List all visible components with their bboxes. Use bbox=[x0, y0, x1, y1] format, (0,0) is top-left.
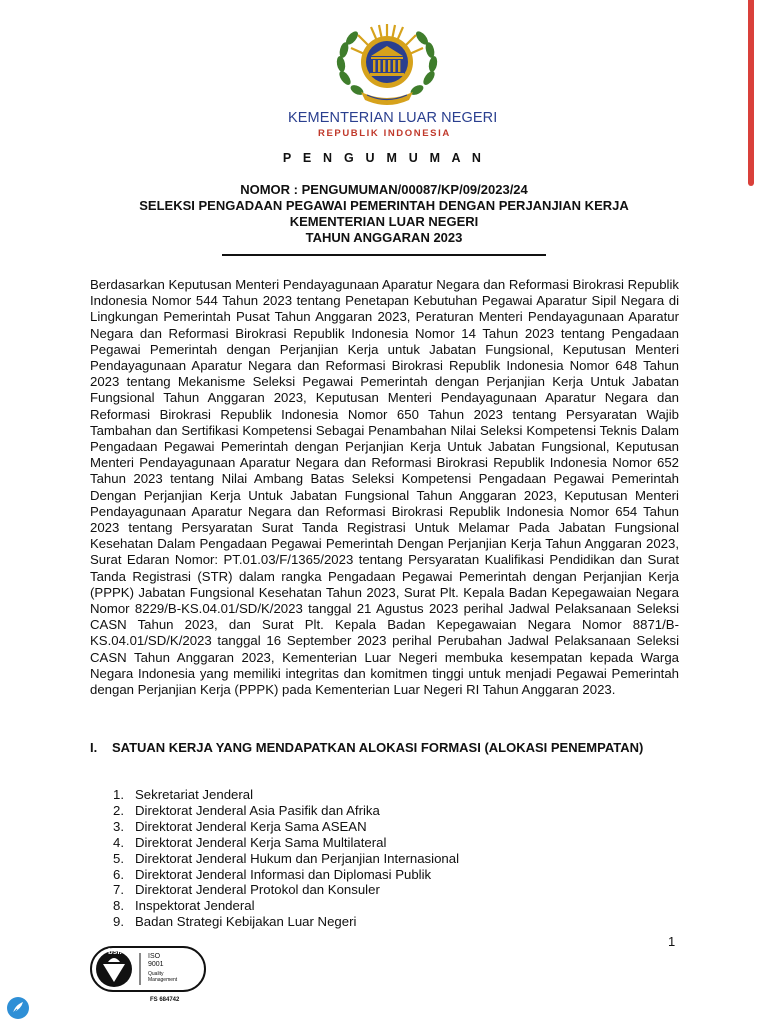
heading-line-3: TAHUN ANGGARAN 2023 bbox=[305, 230, 463, 245]
section-title: SATUAN KERJA YANG MENDAPATKAN ALOKASI FORMASI (ALOKASI PENEMPATAN) bbox=[112, 740, 644, 755]
list-item: 7. Direktorat Jenderal Protokol dan Konsuler bbox=[113, 882, 380, 898]
work-unit-list bbox=[113, 787, 613, 930]
heading-line-1: SELEKSI PENGADAAN PEGAWAI PEMERINTAH DENGAN PERJANJIAN KERJA bbox=[139, 198, 629, 213]
ministry-name: KEMENTERIAN LUAR NEGERI bbox=[288, 110, 498, 126]
intro-paragraph: Berdasarkan Keputusan Menteri Pendayagunaan Aparatur Negara dan Reformasi Birokrasi Republik Indonesia Nomor 544 Tahun 2023 tentang Penetapan Kebutuhan Pegawai Aparatur Sipil Negara di Lingkungan Pemerintah Pusat Tahun Anggaran 2023, Peraturan Menteri Pendayagunaan Aparatur Negara dan Reformasi Birokrasi Republik Indonesia Nomor 14 Tahun 2023 tentang Pengadaan Pegawai Pemerintah dengan Perjanjian Kerja untuk Jabatan Fungsional, Keputusan Menteri Pendayagunaan Aparatur Negara dan Reformasi Birokrasi Republik Indonesia Nomor 648 Tahun 2023 tentang Mekanisme Seleksi Pegawai Pemerintah dengan Perjanjian Kerja Untuk Jabatan Fungsional Tahun Anggaran 2023, Keputusan Menteri Pendayagunaan Aparatur Negara dan Reformasi Birokrasi Republik Indonesia Nomor 650 Tahun 2023 tentang Persyaratan Wajib Tambahan dan Sertifikasi Kompetensi Sebagai Penambahan Nilai Seleksi Kompetensi Teknis Dalam Pengadaan Pegawai Pemerintah dengan Perjanjian Kerja Untuk Jabatan Fungsional, Keputusan Menteri Pendayagunaan Aparatur Negara dan Reformasi Birokrasi Republik Indonesia Nomor 652 Tahun 2023 tentang Nilai Ambang Batas Seleksi Kompetensi Pengadaan Pegawai Pemerintah Dengan Perjanjian Kerja Untuk Jabatan Fungsional Tahun Anggaran 2023, Keputusan Menteri Pendayagunaan Aparatur Negara dan Reformasi Birokrasi Republik Indonesia Nomor 654 Tahun 2023 tentang Persyaratan Surat Tanda Registrasi Untuk Melamar Pada Jabatan Fungsional Kesehatan Dalam Pengadaan Pegawai Pemerintah Dengan Perjanjian Kerja Tahun Anggaran 2023, Surat Edaran Nomor: PT.01.03/F/1365/2023 tentang Persyaratan Kualifikasi Pendidikan dan Surat Tanda Registrasi (STR) dalam rangka Pengadaan Pegawai Pemerintah dengan Perjanjian Kerja (PPPK) Jabatan Fungsional Kesehatan Tahun 2023, Surat Plt. Kepala Badan Kepegawaian Negara Nomor 8229/B-KS.04.01/SD/K/2023 tanggal 21 Agustus 2023 perihal Jadwal Pelaksanaan Seleksi CASN Tahun 2023, dan Surat Plt. Kepala Badan Kepegawaian Negara Nomor 8871/B-KS.04.01/SD/K/2023 tanggal 16 September 2023 perihal Perubahan Jadwal Pelaksanaan Seleksi CASN Tahun Anggaran 2023, Kementerian Luar Negeri membuka kesempatan kepada Warga Negara Indonesia yang memiliki integritas dan komitmen tinggi untuk menjadi Pegawai Pemerintah dengan Perjanjian Kerja (PPPK) pada Kementerian Luar Negeri RI Tahun Anggaran 2023. bbox=[90, 277, 679, 698]
list-item: 3. Direktorat Jenderal Kerja Sama ASEAN bbox=[113, 818, 367, 834]
heading-divider bbox=[222, 254, 546, 256]
list-item: 9. Badan Strategi Kebijakan Luar Negeri bbox=[113, 914, 357, 930]
list-item: 6. Direktorat Jenderal Informasi dan Diplomasi Publik bbox=[113, 866, 432, 882]
section-number: I. bbox=[90, 740, 98, 755]
cert-iso: ISO bbox=[148, 953, 161, 960]
feather-icon[interactable] bbox=[6, 996, 30, 1020]
list-item: 1. Sekretariat Jenderal bbox=[113, 787, 254, 802]
list-item: 8. Inspektorat Jenderal bbox=[113, 898, 255, 914]
ministry-emblem-icon bbox=[331, 18, 443, 110]
list-item: 4. Direktorat Jenderal Kerja Sama Multilateral bbox=[113, 834, 387, 850]
heading-line-2: KEMENTERIAN LUAR NEGERI bbox=[289, 214, 479, 229]
cert-code: FS 684742 bbox=[150, 997, 180, 1003]
cert-brand: bsi. bbox=[108, 947, 122, 956]
cert-line-1: Quality bbox=[148, 971, 164, 977]
cert-standard: 9001 bbox=[148, 961, 164, 968]
announcement-number: NOMOR : PENGUMUMAN/00087/KP/09/2023/24 bbox=[240, 182, 528, 197]
cert-line-2: Management bbox=[148, 977, 178, 983]
ministry-subtitle: REPUBLIK INDONESIA bbox=[318, 128, 451, 139]
section-heading bbox=[90, 740, 679, 757]
bsi-kitemark-icon bbox=[90, 944, 206, 1004]
page-number: 1 bbox=[668, 934, 676, 949]
document-title: P E N G U M U M A N bbox=[282, 151, 486, 165]
list-item: 5. Direktorat Jenderal Hukum dan Perjanjian Internasional bbox=[113, 850, 460, 866]
list-item: 2. Direktorat Jenderal Asia Pasifik dan Afrika bbox=[113, 802, 380, 818]
